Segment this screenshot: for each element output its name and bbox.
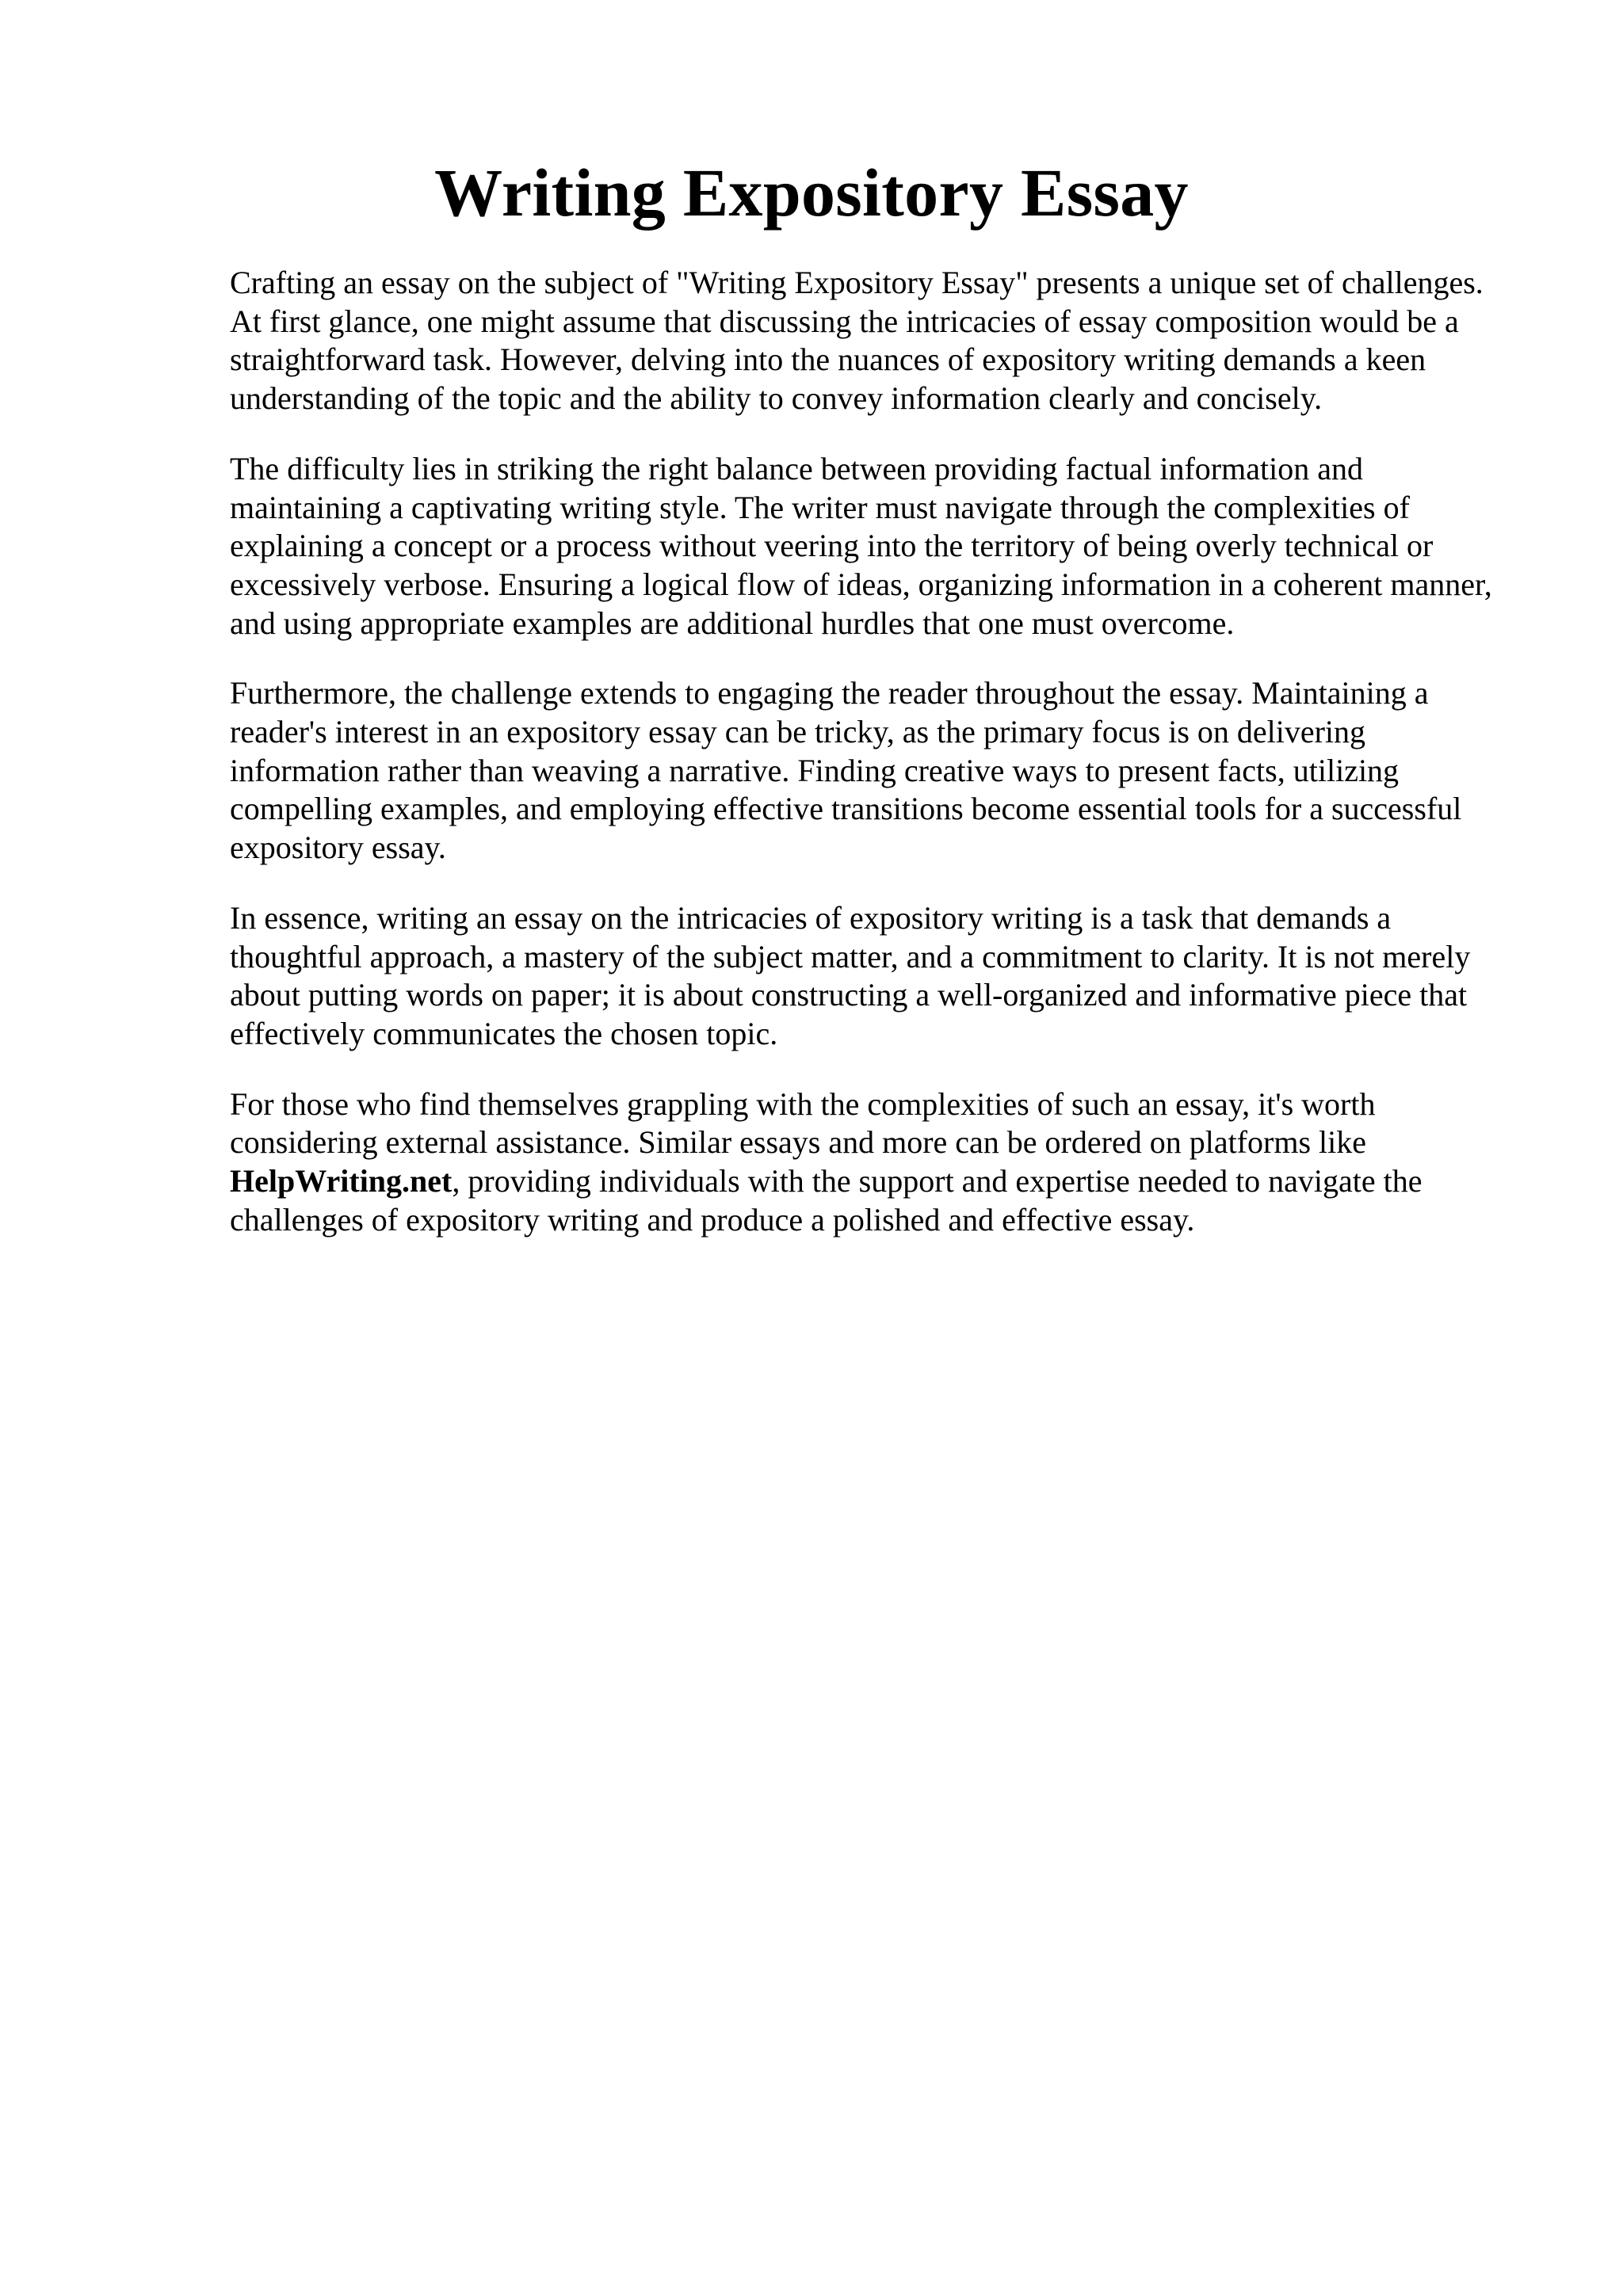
paragraph-4: In essence, writing an essay on the intricacies of expository writing is a task that demands a thoughtful approach, a mastery of the subject matter, and a commitment to clarity. It is not merely about putting words on paper; it is about constructing a well-organized and informative piece that effectively communicates the chosen topic. — [230, 899, 1471, 1051]
essay-body — [230, 264, 1514, 1239]
paragraph-1: Crafting an essay on the subject of "Writing Expository Essay" presents a unique set of challenges. At first glance, one might assume that discussing the intricacies of essay composition would be a straightforward task. However, delving into the nuances of expository writing demands a keen understanding of the topic and the ability to convey information clearly and concisely. — [230, 265, 1484, 417]
closing-paragraph — [230, 1085, 1514, 1240]
paragraph-2: The difficulty lies in striking the right balance between providing factual information and maintaining a captivating writing style. The writer must navigate through the complexities of explaining a concept or a process without veering into the territory of being overly technical or excessively verbose. Ensuring a logical flow of ideas, organizing information in a coherent manner, and using appropriate examples are additional hurdles that one must overcome. — [230, 450, 1492, 641]
page-title: Writing Expository Essay — [434, 154, 1189, 231]
closing-text-after-brand: , providing individuals with the support and expertise needed to navigate the challenges of expository writing and produce a polished and effective essay. — [230, 1163, 1423, 1238]
closing-text-before-brand: For those who find themselves grappling with the complexities of such an essay, it's worth considering external assistance. Similar essays and more can be ordered on platforms like — [230, 1085, 1376, 1161]
paragraph-3: Furthermore, the challenge extends to engaging the reader throughout the essay. Maintaining a reader's interest in an expository essay can be tricky, as the primary focus is on delivering information rather than weaving a narrative. Finding creative ways to present facts, utilizing compelling examples, and employing effective transitions become essential tools for a successful expository essay. — [230, 675, 1462, 866]
brand-name: HelpWriting.net — [230, 1163, 453, 1199]
